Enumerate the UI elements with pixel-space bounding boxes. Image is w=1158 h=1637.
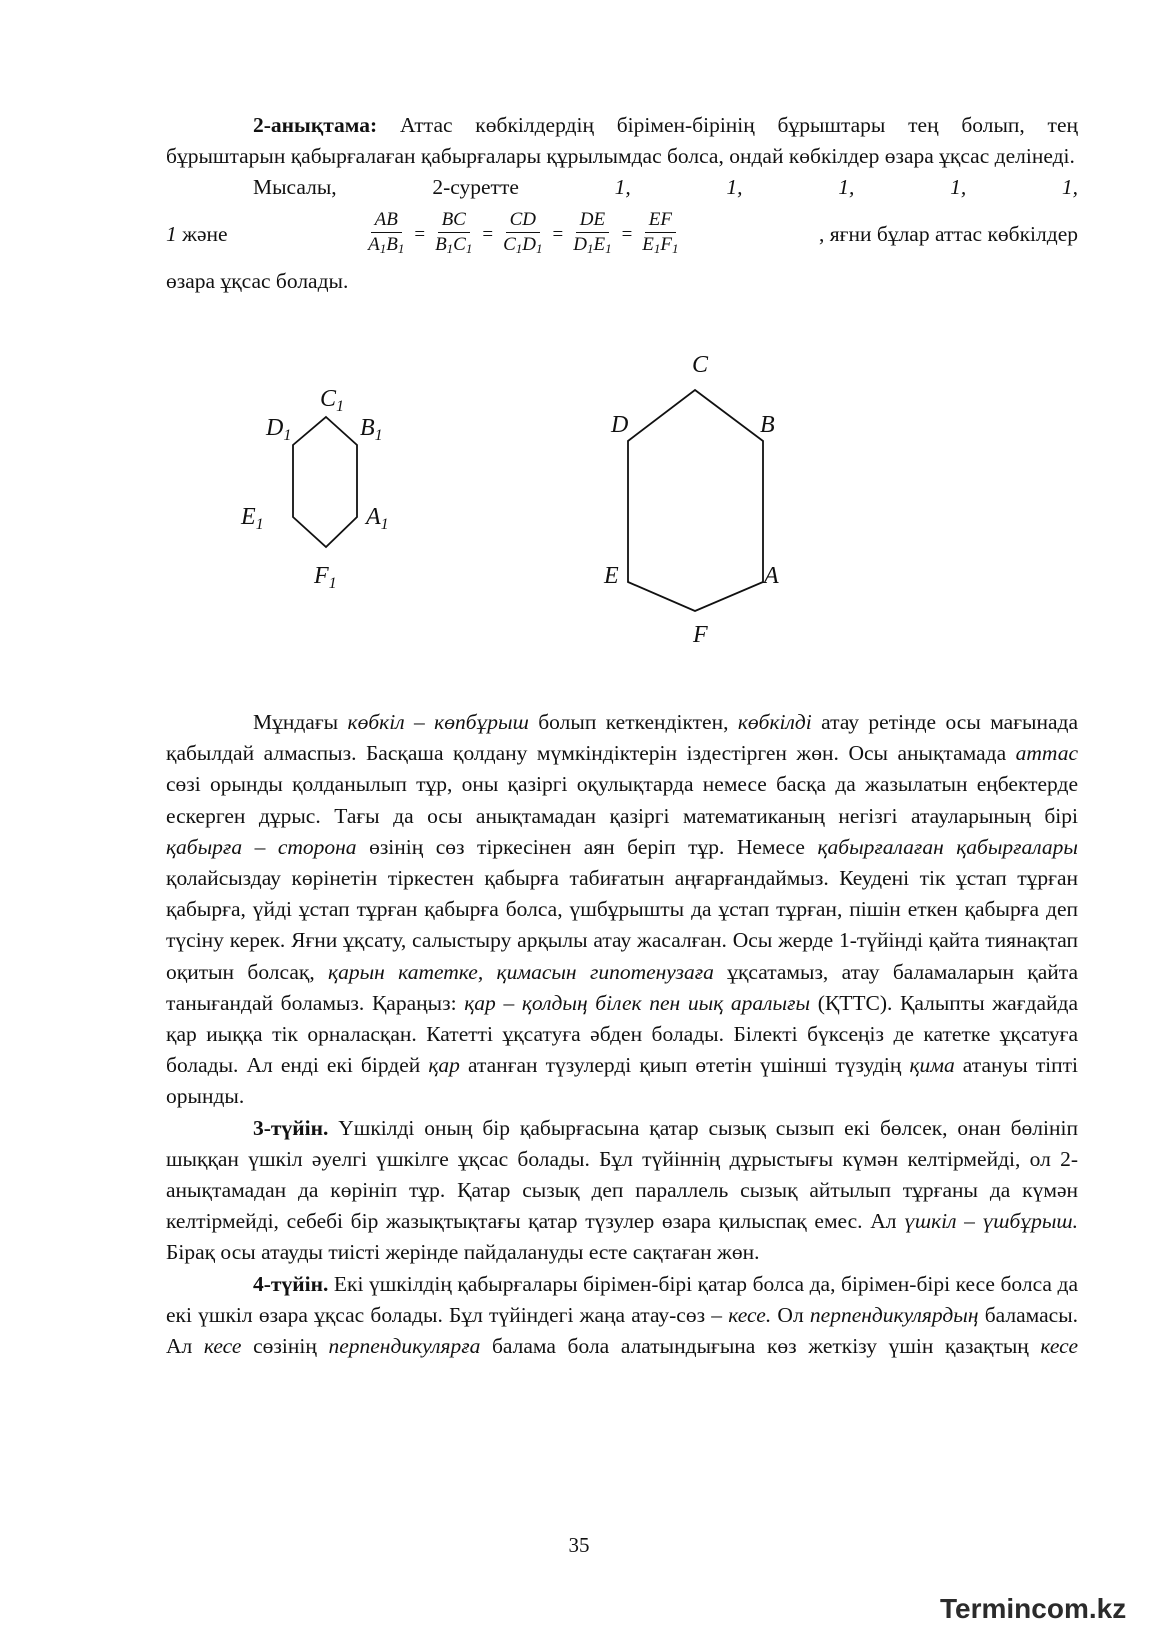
definition-paragraph bbox=[166, 110, 1078, 172]
label-b1: $B_1$ bbox=[360, 415, 383, 444]
label-b: B bbox=[760, 412, 775, 438]
definition-term: 2-анықтама: bbox=[253, 113, 378, 137]
formula-line bbox=[166, 204, 1078, 266]
main-paragraph: Мұндағы көбкіл – көпбұрыш болып кеткендіктен, көбкілді атау ретінде осы мағынада қабылдай алмаспыз. Басқаша қолдану мүмкіндіктерін іздестірген жөн. Осы анықтамада аттас сөзі орынды қолданылып тұр, оны қазіргі оқулықтарда немесе басқа да жазылатын еңбектерде ескерген дұрыс. Тағы да осы анықтамадан қазіргі математиканың негізгі атауларының бірі қабырға – сторона өзінің сөз тіркесінен аян беріп тұр. Немесе қабырғалаған қабырғалары қолайсыздау көрінетін тіркестен қабырға табиғатын аңғарғандаймыз. Кеудені тік ұстап тұрған қабырға, үйді ұстап тұрған қабырға болса, үшбұрышты да ұстап тұрған, пішін еткен қабырға деп түсіну керек. Яғни ұқсату, салыстыру арқылы атау жасалған. Осы жерде 1-түйінді қайта тиянақтап оқитын болсақ, қарын катетке, қимасын гипотенузаға ұқсатамыз, атау баламаларын қайта танығандай боламыз. Қараңыз: қар – қолдың білек пен иық аралығы (ҚТТС). Қалыпты жағдайда қар иыққа тік орналасқан. Катетті ұқсатуға әбден болады. Білекті бүксеңіз де катетке ұқсатуға болады. Ал енді екі бірдей қар атанған түзулерді қиып өтетін үшінші түзудің қима атануы тіпті орынды. bbox=[166, 710, 1079, 1109]
small-hexagon-shape bbox=[293, 417, 357, 547]
node4-term: 4-түйін. bbox=[253, 1271, 329, 1296]
small-hexagon bbox=[240, 386, 389, 592]
watermark-logo bbox=[940, 1588, 1140, 1628]
hexagon-figure bbox=[0, 340, 1158, 680]
large-hexagon bbox=[603, 352, 779, 648]
angle-f: 1 және bbox=[166, 222, 228, 246]
label-c1: $C_1$ bbox=[320, 386, 345, 415]
example-intro: Мысалы, 2-суретте bbox=[253, 175, 615, 200]
label-d: D bbox=[611, 412, 629, 438]
page-number: 35 bbox=[568, 1533, 590, 1557]
label-e: E bbox=[604, 563, 619, 589]
node3-paragraph: 3-түйін. Үшкілді оның бір қабырғасына қатар сызық сызып екі бөлсек, онан бөлініп шыққан үшкіл әуелгі үшкілге ұқсас болады. Бұл түйіннің дұрыстығы күмән келтірмейді, ол 2-анықтамадан да көрініп тұр. Қатар сызық деп параллель сызық айтылып тұрғаны да күмән келтірмейді, себебі бір жазықтықтағы қатар түзулер өзара қилыспақ емес. Ал үшкіл – үшбұрыш. Бірақ осы атауды тиісті жерінде пайдалануды есте сақтаған жөн. bbox=[166, 1115, 1078, 1265]
fraction-ef: $\frac{EF}{E_1F_1}$ bbox=[642, 209, 679, 257]
label-c: C bbox=[692, 352, 709, 378]
fraction-bc: $\frac{BC}{B_1C_1}$ bbox=[435, 209, 473, 257]
example-after: , яғни бұлар аттас көбкілдер bbox=[819, 222, 1078, 246]
fraction-de: $\frac{DE}{D_1E_1}$ bbox=[573, 209, 612, 257]
example-intro-line bbox=[166, 172, 1078, 203]
node3-term: 3-түйін. bbox=[253, 1115, 329, 1140]
main-text-block bbox=[166, 707, 1078, 1362]
fraction-ab: $\frac{AB}{A_1B_1}$ bbox=[368, 209, 405, 257]
label-e1: $E_1$ bbox=[241, 504, 264, 533]
label-f: F bbox=[693, 622, 708, 648]
example-angles: 1, 1, 1, 1, 1, bbox=[614, 175, 1079, 200]
label-f1: $F_1$ bbox=[314, 563, 337, 592]
label-a: A bbox=[764, 563, 779, 589]
label-a1: $A_1$ bbox=[366, 504, 389, 533]
definition-text: Аттас көбкілдердің бірімен-бірінің бұрыштары тең болып, тең бұрыштарын қабырғалаған қабырғалары құрылымдас болса, ондай көбкілдер өзара ұқсас делінеді. bbox=[166, 113, 1078, 169]
label-d1: $D_1$ bbox=[266, 415, 292, 444]
example-tail: өзара ұқсас болады. bbox=[166, 268, 349, 293]
large-hexagon-shape bbox=[628, 390, 763, 611]
ratio-equation: $\frac{AB}{A_1B_1}$ = $\frac{BC}{B_1C_1}$ = $\frac{CD}{C_1D_1}$ = $\frac{DE}{D_1E_1}$ = $\frac{EF}{E_1F_1}$ bbox=[364, 208, 682, 261]
definition-block bbox=[166, 110, 1078, 297]
node4-paragraph: 4-түйін. Екі үшкілдің қабырғалары бірімен-бірі қатар болса да, бірімен-бірі кесе болса да екі үшкіл өзара ұқсас болады. Бұл түйіндегі жаңа атау-сөз – кесе. Ол перпендикулярдың баламасы. Ал кесе сөзінің перпендикулярға балама бола алатындығына көз жеткізу үшін қазақтың кесе bbox=[166, 1271, 1079, 1359]
watermark-text: Termincom.kz bbox=[940, 1593, 1127, 1624]
fraction-cd: $\frac{CD}{C_1D_1}$ bbox=[503, 209, 543, 257]
